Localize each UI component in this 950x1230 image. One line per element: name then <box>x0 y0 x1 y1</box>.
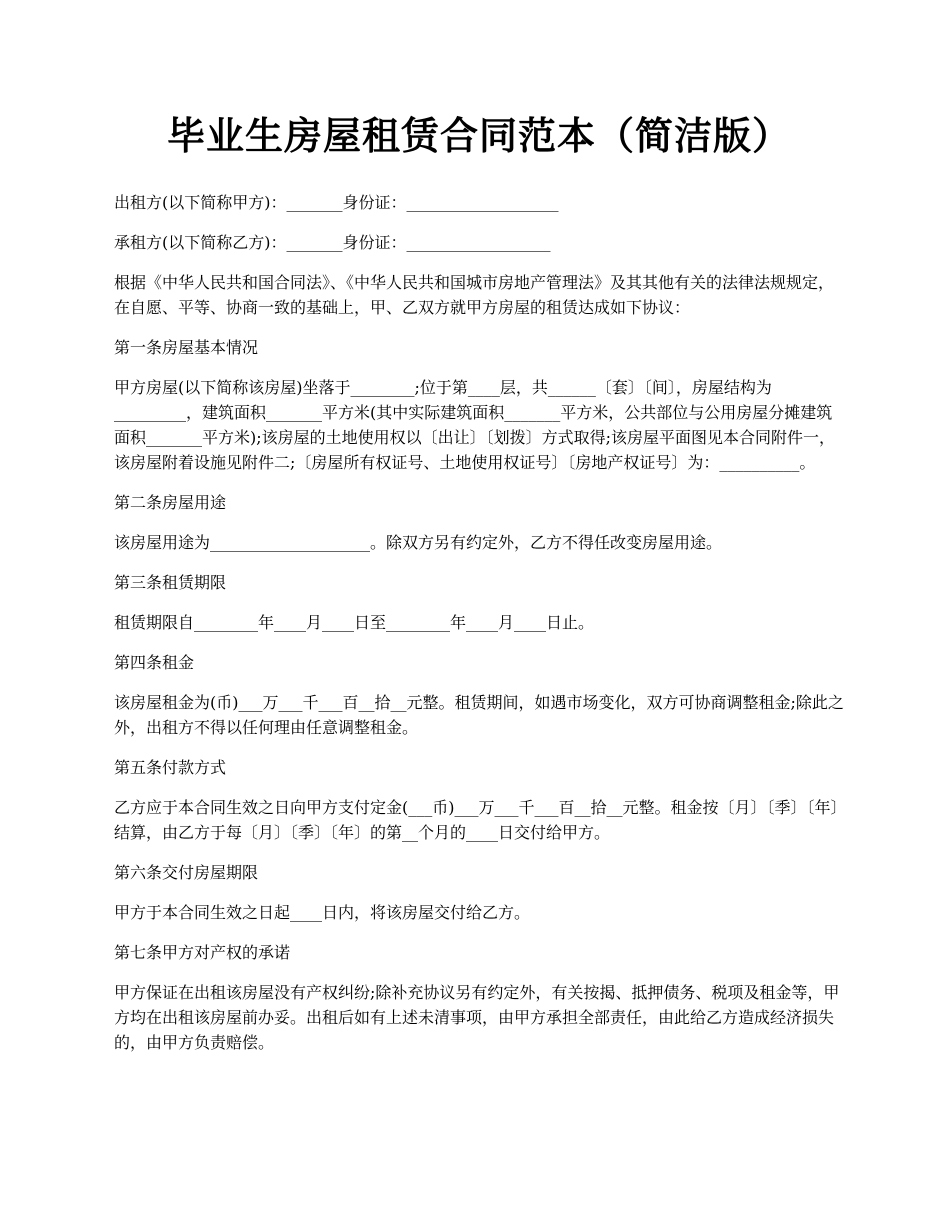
lessor-line: 出租方(以下简称甲方)：_______身份证：___________________ <box>114 193 559 212</box>
section-heading: 第一条房屋基本情况 <box>114 338 259 357</box>
section-heading: 第三条租赁期限 <box>114 573 227 592</box>
section-heading: 第五条付款方式 <box>114 758 227 777</box>
section-heading: 第六条交付房屋期限 <box>114 863 259 882</box>
section-body: 甲方于本合同生效之日起____日内，将该房屋交付给乙方。 <box>114 903 531 922</box>
section-body: 该房屋租金为(币)___万___千___百__拾__元整。租赁期间，如遇市场变化，双方可协商调整租金;除此之外，出租方不得以任何理由任意调整租金。 <box>114 693 844 737</box>
section-body: 乙方应于本合同生效之日向甲方支付定金(___币)___万___千___百__拾__元整。租金按〔月〕〔季〕〔年〕结算，由乙方于每〔月〕〔季〕〔年〕的第__个月的____日交付给甲方。 <box>114 798 839 842</box>
section-heading: 第七条甲方对产权的承诺 <box>114 943 291 962</box>
section-heading: 第四条租金 <box>114 653 195 672</box>
section-body: 该房屋用途为____________________。除双方另有约定外，乙方不得任改变房屋用途。 <box>114 533 723 552</box>
contract-page <box>114 112 844 1070</box>
section-body: 甲方保证在出租该房屋没有产权纠纷;除补充协议另有约定外，有关按揭、抵押债务、税项及租金等，甲方均在出租该房屋前办妥。出租后如有上述未清事项，由甲方承担全部责任，由此给乙方造成经济损失的，由甲方负责赔偿。 <box>114 983 840 1052</box>
section-body: 租赁期限自________年____月____日至________年____月____日止。 <box>114 613 595 632</box>
section-heading: 第二条房屋用途 <box>114 493 227 512</box>
section-body: 甲方房屋(以下简称该房屋)坐落于________;位于第____层，共______〔套〕〔间〕，房屋结构为_________，建筑面积_______平方米(其中实际建筑面积_______平方米，公共部位与公用房屋分摊建筑面积_______平方米);该房屋的土地使用权以〔出让〕〔划拨〕方式取得;该房屋平面图见本合同附件一，该房屋附着设施见附件二;〔房屋所有权证号、土地使用权证号〕〔房地产权证号〕为：__________。 <box>114 378 836 472</box>
document-title: 毕业生房屋租赁合同范本（简洁版） <box>166 113 791 158</box>
lessee-line: 承租方(以下简称乙方)：_______身份证：__________________ <box>114 233 551 252</box>
preamble: 根据《中华人民共和国合同法》、《中华人民共和国城市房地产管理法》及其其他有关的法律法规规定，在自愿、平等、协商一致的基础上，甲、乙双方就甲方房屋的租赁达成如下协议： <box>114 273 835 317</box>
